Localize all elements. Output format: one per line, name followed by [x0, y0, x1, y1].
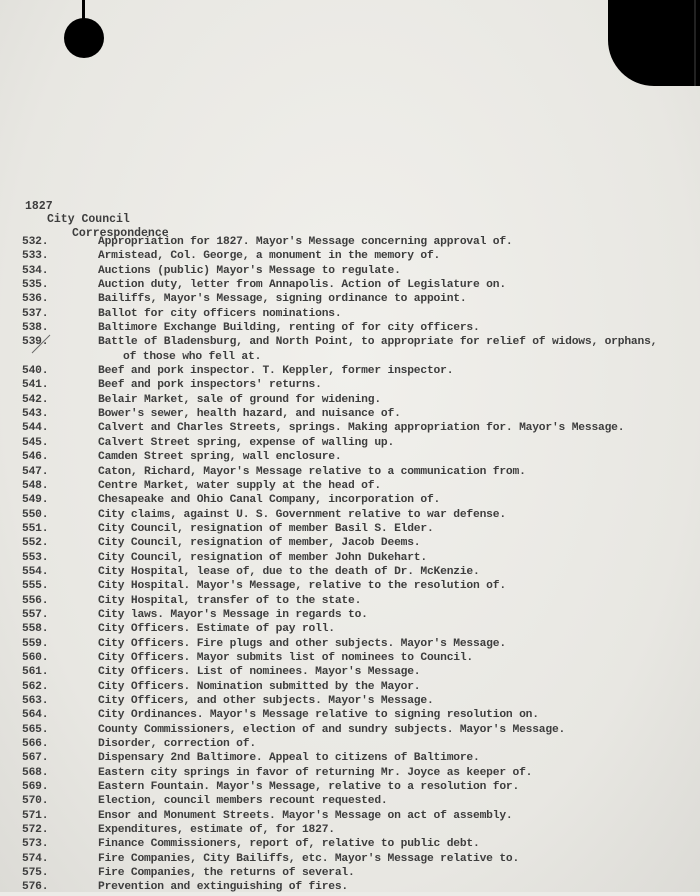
entry-number: 547. [22, 465, 49, 478]
list-item [0, 810, 700, 824]
entry-number: 557. [22, 608, 49, 621]
entry-text: City Officers. Estimate of pay roll. [98, 623, 335, 636]
list-item [0, 250, 700, 264]
entry-text: City laws. Mayor's Message in regards to. [98, 608, 368, 621]
entry-text: Ensor and Monument Streets. Mayor's Message on act of assembly. [98, 809, 513, 822]
list-item [0, 537, 700, 551]
entry-number: 543. [22, 408, 49, 421]
entry-text: Election, council members recount requested. [98, 795, 388, 808]
entry-number: 575. [22, 867, 49, 880]
entry-text: City Council, resignation of member, Jacob Deems. [98, 537, 421, 550]
entry-text: County Commissioners, election of and sundry subjects. Mayor's Message. [98, 723, 566, 736]
list-item [0, 365, 700, 379]
entry-text: Beef and pork inspectors' returns. [98, 379, 322, 392]
entry-text: City Council, resignation of member Basil S. Elder. [98, 522, 434, 535]
entry-number: 570. [22, 795, 49, 808]
entry-number: 548. [22, 479, 49, 492]
entry-number: 552. [22, 537, 49, 550]
entry-number: 537. [22, 307, 49, 320]
entry-text: City claims, against U. S. Government relative to war defense. [98, 508, 506, 521]
entry-text: Bower's sewer, health hazard, and nuisance of. [98, 408, 401, 421]
list-item [0, 767, 700, 781]
entry-number: 562. [22, 680, 49, 693]
entry-text: Chesapeake and Ohio Canal Company, incorporation of. [98, 494, 441, 507]
entry-text: Baltimore Exchange Building, renting of for city officers. [98, 322, 480, 335]
entry-number: 555. [22, 580, 49, 593]
entry-text: Disorder, correction of. [98, 738, 256, 751]
punch-hole [64, 18, 104, 58]
entry-number: 568. [22, 766, 49, 779]
list-item [0, 566, 700, 580]
list-item [0, 408, 700, 422]
entry-text: City Officers. Fire plugs and other subjects. Mayor's Message. [98, 637, 506, 650]
entry-continuation [0, 351, 700, 365]
list-item [0, 638, 700, 652]
entry-text: City Hospital, lease of, due to the death of Dr. McKenzie. [98, 565, 480, 578]
list-item [0, 666, 700, 680]
list-item [0, 709, 700, 723]
entry-number: 534. [22, 264, 49, 277]
list-item [0, 523, 700, 537]
entry-number: 532. [22, 236, 49, 248]
list-item [0, 379, 700, 393]
list-item [0, 853, 700, 867]
entry-text: City Officers. Mayor submits list of nominees to Council. [98, 651, 474, 664]
list-item [0, 451, 700, 465]
entry-number: 559. [22, 637, 49, 650]
entry-number: 572. [22, 824, 49, 837]
entry-text: Eastern city springs in favor of returning Mr. Joyce as keeper of. [98, 766, 533, 779]
entry-text: City Officers. List of nominees. Mayor's Message. [98, 666, 421, 679]
entry-number: 536. [22, 293, 49, 306]
list-item [0, 824, 700, 838]
list-item [0, 480, 700, 494]
entry-number: 539. [22, 336, 49, 349]
entry-text: City Hospital. Mayor's Message, relative to the resolution of. [98, 580, 506, 593]
entry-number: 576. [22, 881, 49, 894]
entry-text: Caton, Richard, Mayor's Message relative to a communication from. [98, 465, 526, 478]
entry-number: 533. [22, 250, 49, 263]
entry-text: Beef and pork inspector. T. Keppler, former inspector. [98, 365, 454, 378]
list-item [0, 623, 700, 637]
entry-text: of those who fell at. [123, 350, 262, 363]
list-item [0, 881, 700, 895]
entry-number: 560. [22, 651, 49, 664]
entry-number: 546. [22, 451, 49, 464]
entry-number: 542. [22, 393, 49, 406]
entry-text: Prevention and extinguishing of fires. [98, 881, 349, 894]
entry-number: 551. [22, 522, 49, 535]
list-item [0, 293, 700, 307]
list-item [0, 279, 700, 293]
entry-number: 563. [22, 695, 49, 707]
list-item [0, 838, 700, 852]
list-item [0, 509, 700, 523]
list-item [0, 236, 700, 250]
list-item [0, 466, 700, 480]
entry-text: Belair Market, sale of ground for widening. [98, 393, 381, 406]
list-item [0, 322, 700, 336]
entry-number: 573. [22, 838, 49, 851]
entry-text: Bailiffs, Mayor's Message, signing ordinance to appoint. [98, 293, 467, 306]
entry-number: 541. [22, 379, 49, 392]
entry-text: City Council, resignation of member John Dukehart. [98, 551, 427, 564]
entry-list [0, 236, 700, 896]
section-heading: City Council [47, 213, 130, 226]
list-item [0, 336, 700, 350]
list-item [0, 437, 700, 451]
entry-text: Battle of Bladensburg, and North Point, to appropriate for relief of widows, orphans, [98, 336, 658, 349]
entry-number: 561. [22, 666, 49, 679]
list-item [0, 795, 700, 809]
entry-number: 553. [22, 551, 49, 564]
list-item [0, 580, 700, 594]
list-item [0, 595, 700, 609]
list-item [0, 494, 700, 508]
entry-number: 564. [22, 709, 49, 722]
entry-text: City Hospital, transfer of to the state. [98, 594, 362, 607]
entry-text: Fire Companies, the returns of several. [98, 867, 355, 880]
list-item [0, 695, 700, 709]
entry-number: 538. [22, 322, 49, 335]
entry-text: Auction duty, letter from Annapolis. Action of Legislature on. [98, 279, 506, 292]
list-item [0, 265, 700, 279]
entry-text: Ballot for city officers nominations. [98, 307, 342, 320]
entry-number: 574. [22, 852, 49, 865]
entry-text: Centre Market, water supply at the head of. [98, 479, 381, 492]
list-item [0, 681, 700, 695]
entry-number: 554. [22, 565, 49, 578]
entry-text: Fire Companies, City Bailiffs, etc. Mayor's Message relative to. [98, 852, 520, 865]
list-item [0, 308, 700, 322]
list-item [0, 724, 700, 738]
entry-text: Auctions (public) Mayor's Message to regulate. [98, 264, 401, 277]
entry-number: 569. [22, 781, 49, 794]
entry-text: Expenditures, estimate of, for 1827. [98, 824, 335, 837]
entry-text: City Officers. Nomination submitted by the Mayor. [98, 680, 421, 693]
list-item [0, 867, 700, 881]
year-heading: 1827 [25, 200, 53, 213]
entry-number: 540. [22, 365, 49, 378]
list-item [0, 781, 700, 795]
entry-text: City Ordinances. Mayor's Message relative to signing resolution on. [98, 709, 539, 722]
entry-text: Eastern Fountain. Mayor's Message, relative to a resolution for. [98, 781, 520, 794]
entry-number: 550. [22, 508, 49, 521]
entry-number: 549. [22, 494, 49, 507]
entry-number: 571. [22, 809, 49, 822]
entry-text: Calvert and Charles Streets, springs. Making appropriation for. Mayor's Message. [98, 422, 625, 435]
list-item [0, 552, 700, 566]
list-item [0, 394, 700, 408]
entry-text: Finance Commissioners, report of, relative to public debt. [98, 838, 480, 851]
entry-number: 544. [22, 422, 49, 435]
list-item [0, 752, 700, 766]
entry-text: Armistead, Col. George, a monument in the memory of. [98, 250, 441, 263]
entry-number: 558. [22, 623, 49, 636]
list-item [0, 652, 700, 666]
subsection-heading: Correspondence [72, 227, 169, 240]
entry-text: City Officers, and other subjects. Mayor's Message. [98, 695, 434, 707]
entry-number: 566. [22, 738, 49, 751]
entry-number: 565. [22, 723, 49, 736]
entry-text: Appropriation for 1827. Mayor's Message concerning approval of. [98, 236, 513, 248]
list-item [0, 422, 700, 436]
entry-text: Dispensary 2nd Baltimore. Appeal to citizens of Baltimore. [98, 752, 480, 765]
list-item [0, 609, 700, 623]
entry-number: 535. [22, 279, 49, 292]
entry-number: 556. [22, 594, 49, 607]
entry-number: 567. [22, 752, 49, 765]
entry-number: 545. [22, 436, 49, 449]
entry-text: Calvert Street spring, expense of walling up. [98, 436, 395, 449]
entry-text: Camden Street spring, wall enclosure. [98, 451, 342, 464]
scan-corner-shadow [608, 0, 700, 86]
list-item [0, 738, 700, 752]
